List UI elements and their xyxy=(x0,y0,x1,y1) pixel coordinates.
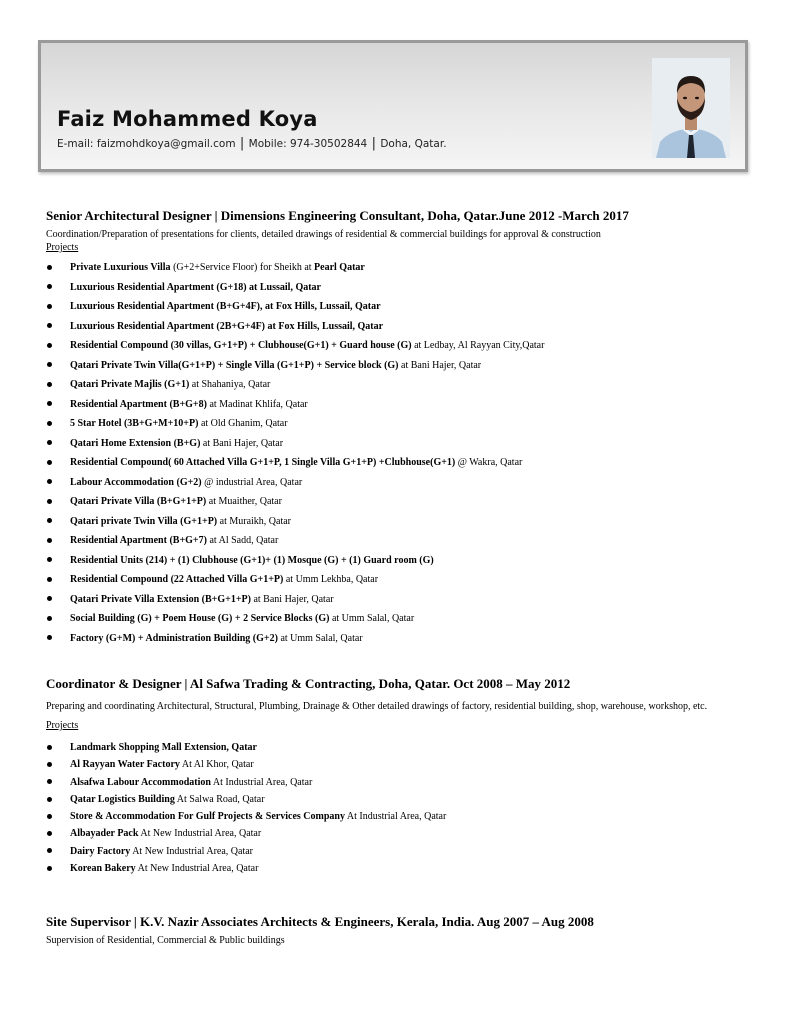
profile-photo xyxy=(652,58,730,158)
experience-section-3 xyxy=(46,914,746,949)
project-location: At New Industrial Area, Qatar xyxy=(130,845,254,857)
project-name: Social Building (G) + Poem House (G) + 2 Service Blocks (G) xyxy=(70,613,330,624)
project-item xyxy=(46,590,746,610)
project-location: (G+2+Service Floor) for Sheikh at xyxy=(170,262,315,273)
project-name: Qatar Logistics Building xyxy=(70,793,175,805)
bullet-icon xyxy=(47,848,52,853)
mobile-label: Mobile: xyxy=(248,138,287,150)
project-item xyxy=(46,453,746,473)
project-name: Residential Compound( 60 Attached Villa G+1+P, 1 Single Villa G+1+P) +Clubhouse(G+1) xyxy=(70,457,456,468)
bullet-icon xyxy=(47,745,52,750)
bullet-icon xyxy=(47,460,52,465)
bullet-icon xyxy=(47,635,52,640)
project-location: At Salwa Road, Qatar xyxy=(174,793,265,805)
project-location: at Muraikh, Qatar xyxy=(217,515,292,527)
project-item xyxy=(46,739,746,756)
bullet-icon xyxy=(47,382,52,387)
project-name: Residential Apartment (B+G+8) xyxy=(70,398,207,410)
project-item xyxy=(46,860,746,877)
project-item xyxy=(46,434,746,454)
bullet-icon xyxy=(47,265,52,270)
header-box xyxy=(38,40,748,172)
job-description: Coordination/Preparation of presentations for clients, detailed drawings of residential & commercial buildings for approval & construction xyxy=(46,229,601,240)
project-location: At New Industrial Area, Qatar xyxy=(138,828,262,840)
separator: | xyxy=(239,136,245,151)
bullet-icon xyxy=(47,866,52,871)
project-location: at Bani Hajer, Qatar xyxy=(250,593,334,605)
project-location: @ industrial Area, Qatar xyxy=(201,476,303,488)
project-item xyxy=(46,570,746,590)
project-location: at Old Ghanim, Qatar xyxy=(198,418,288,429)
project-item xyxy=(46,825,746,842)
project-item xyxy=(46,375,746,395)
candidate-name: Faiz Mohammed Koya xyxy=(57,107,318,131)
bullet-icon xyxy=(47,596,52,601)
location: Doha, Qatar. xyxy=(380,138,447,150)
project-location: at Muaither, Qatar xyxy=(206,496,282,507)
project-item xyxy=(46,395,746,415)
bullet-icon xyxy=(47,304,52,309)
project-location: at Bani Hajer, Qatar xyxy=(398,359,482,371)
project-name: 5 Star Hotel (3B+G+M+10+P) xyxy=(70,418,199,429)
project-item xyxy=(46,609,746,629)
project-name: Labour Accommodation (G+2) xyxy=(70,476,202,488)
project-site: Pearl Qatar xyxy=(314,262,365,273)
project-name: Korean Bakery xyxy=(70,863,136,875)
bullet-icon xyxy=(47,401,52,406)
project-item xyxy=(46,756,746,773)
projects-label: Projects xyxy=(46,242,79,253)
project-name: Qatari Home Extension (B+G) xyxy=(70,437,201,449)
project-item xyxy=(46,414,746,434)
bullet-icon xyxy=(47,831,52,836)
project-location: At Al Khor, Qatar xyxy=(179,759,254,771)
bullet-icon xyxy=(47,616,52,621)
email-label: E-mail: xyxy=(57,138,94,150)
project-location: at Madinat Khlifa, Qatar xyxy=(206,398,308,410)
job-title: Senior Architectural Designer | Dimensions Engineering Consultant, Doha, Qatar.June 2012 -March 2017 xyxy=(46,208,629,223)
project-location: at Umm Salal, Qatar xyxy=(329,613,415,624)
mobile-number[interactable]: 974-30502844 xyxy=(289,138,368,150)
job-title: Coordinator & Designer | Al Safwa Trading & Contracting, Doha, Qatar. Oct 2008 – May 2012 xyxy=(46,676,571,691)
project-item xyxy=(46,297,746,317)
experience-section-1 xyxy=(46,208,746,648)
project-name: Qatari Private Twin Villa(G+1+P) + Single Villa (G+1+P) + Service block (G) xyxy=(70,359,399,371)
person-portrait-icon xyxy=(652,58,730,158)
project-item xyxy=(46,531,746,551)
project-name: Albayader Pack xyxy=(70,828,139,840)
project-name: Qatari private Twin Villa (G+1+P) xyxy=(70,515,218,527)
bullet-icon xyxy=(47,762,52,767)
project-item xyxy=(46,808,746,825)
project-name: Al Rayyan Water Factory xyxy=(70,759,180,771)
bullet-icon xyxy=(47,557,52,562)
project-location: At Industrial Area, Qatar xyxy=(344,811,447,823)
project-location: at Shahaniya, Qatar xyxy=(189,379,271,390)
email-address[interactable]: faizmohdkoya@gmail.com xyxy=(96,138,236,150)
project-item xyxy=(46,336,746,356)
bullet-icon xyxy=(47,284,52,289)
project-item xyxy=(46,317,746,337)
contact-line xyxy=(57,136,447,151)
separator: | xyxy=(371,136,376,151)
experience-section-2 xyxy=(46,676,746,877)
project-item xyxy=(46,551,746,571)
bullet-icon xyxy=(47,440,52,445)
project-name: Residential Compound (22 Attached Villa G+1+P) xyxy=(70,574,284,585)
project-name: Luxurious Residential Apartment (2B+G+4F) at Fox Hills, Lussail, Qatar xyxy=(70,320,384,332)
project-location: at Al Sadd, Qatar xyxy=(206,535,279,546)
project-item xyxy=(46,356,746,376)
project-item xyxy=(46,278,746,298)
project-location: @ Wakra, Qatar xyxy=(455,457,523,468)
bullet-icon xyxy=(47,421,52,426)
project-item xyxy=(46,512,746,532)
projects-list xyxy=(46,739,746,877)
project-item xyxy=(46,774,746,791)
project-name: Residential Apartment (B+G+7) xyxy=(70,535,207,546)
project-item xyxy=(46,473,746,493)
project-name: Alsafwa Labour Accommodation xyxy=(70,776,211,788)
bullet-icon xyxy=(47,499,52,504)
project-name: Landmark Shopping Mall Extension, Qatar xyxy=(70,742,257,753)
project-name: Luxurious Residential Apartment (G+18) at Lussail, Qatar xyxy=(70,281,321,293)
project-name: Qatari Private Villa (B+G+1+P) xyxy=(70,496,207,507)
bullet-icon xyxy=(47,797,52,802)
project-location: At New Industrial Area, Qatar xyxy=(135,863,259,875)
project-name: Qatari Private Majlis (G+1) xyxy=(70,379,190,390)
bullet-icon xyxy=(47,814,52,819)
bullet-icon xyxy=(47,538,52,543)
project-name: Residential Compound (30 villas, G+1+P) + Clubhouse(G+1) + Guard house (G) xyxy=(70,340,412,351)
job-description: Preparing and coordinating Architectural, Structural, Plumbing, Drainage & Other detailed drawings of factory, residential building, shop, warehouse, workshop, etc. xyxy=(46,701,708,712)
project-name: Luxurious Residential Apartment (B+G+4F), at Fox Hills, Lussail, Qatar xyxy=(70,301,381,312)
job-description: Supervision of Residential, Commercial & Public buildings xyxy=(46,935,285,946)
bullet-icon xyxy=(47,479,52,484)
project-name: Residential Units (214) + (1) Clubhouse (G+1)+ (1) Mosque (G) + (1) Guard room (G) xyxy=(70,554,434,566)
bullet-icon xyxy=(47,518,52,523)
project-location: at Umm Salal, Qatar xyxy=(277,632,363,644)
project-item xyxy=(46,629,746,649)
project-location: at Bani Hajer, Qatar xyxy=(200,437,284,449)
bullet-icon xyxy=(47,362,52,367)
project-name: Factory (G+M) + Administration Building (G+2) xyxy=(70,632,278,644)
project-location: at Umm Lekhba, Qatar xyxy=(283,574,379,585)
project-location: at Ledbay, Al Rayyan City,Qatar xyxy=(411,340,545,351)
project-name: Dairy Factory xyxy=(70,845,131,857)
project-item xyxy=(46,258,746,278)
bullet-icon xyxy=(47,577,52,582)
project-item xyxy=(46,843,746,860)
project-item xyxy=(46,492,746,512)
project-location: At Industrial Area, Qatar xyxy=(210,776,313,788)
job-title: Site Supervisor | K.V. Nazir Associates Architects & Engineers, Kerala, India. Aug 2007 – Aug 2008 xyxy=(46,914,594,929)
project-name: Store & Accommodation For Gulf Projects & Services Company xyxy=(70,811,345,823)
project-name: Private Luxurious Villa xyxy=(70,262,171,273)
projects-label: Projects xyxy=(46,720,79,731)
project-item xyxy=(46,791,746,808)
projects-list xyxy=(46,258,746,648)
bullet-icon xyxy=(47,779,52,784)
bullet-icon xyxy=(47,323,52,328)
project-name: Qatari Private Villa Extension (B+G+1+P) xyxy=(70,593,251,605)
bullet-icon xyxy=(47,343,52,348)
